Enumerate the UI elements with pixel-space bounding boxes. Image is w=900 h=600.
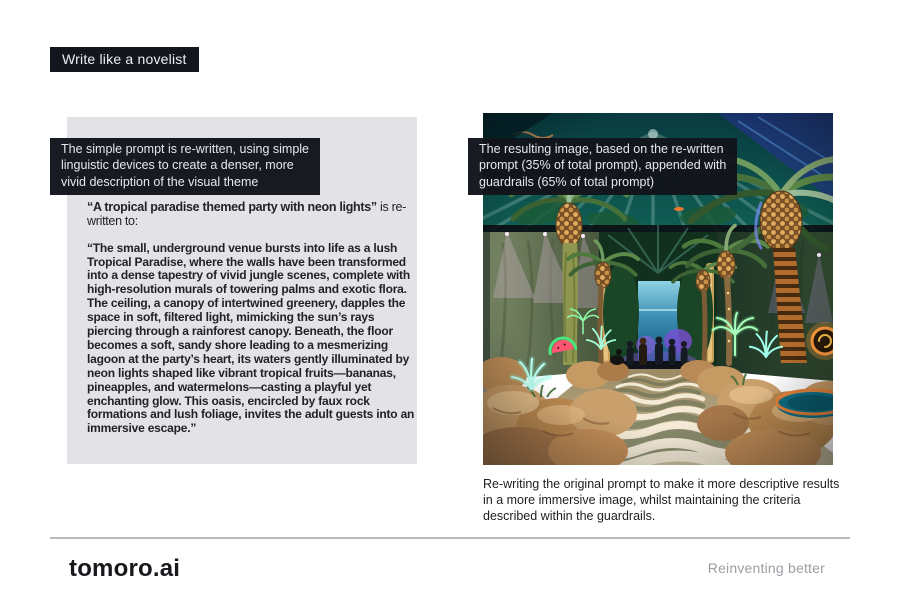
footer-logo: tomoro.ai	[69, 555, 181, 582]
label-line: guardrails (65% of total prompt)	[479, 174, 655, 189]
prompt-panel-label	[50, 138, 320, 195]
label-line: linguistic devices to create a denser, more	[61, 158, 294, 173]
label-line: The resulting image, based on the re-written	[479, 142, 724, 156]
result-caption: Re-writing the original prompt to make it more descriptive results in a more immersive image, whilst maintaining the criteria described within the guardrails.	[483, 477, 840, 523]
footer-tagline: Reinventing better	[707, 560, 825, 576]
label-line: vivid description of the visual theme	[61, 174, 259, 189]
rewritten-prompt-text: “The small, underground venue bursts into life as a lush Tropical Paradise, where the walls have been transformed into a dense tapestry of vivid jungle scenes, complete with high-resolution murals of towering palms and exotic flora. The ceiling, a canopy of intertwined greenery, dapples the space in soft, filtered light, mimicking the sun’s rays piercing through a rainforest canopy. Beneath, the floor becomes a soft, sandy shore leading to a mesmerizing lagoon at the party’s heart, its waters gently illuminated by neon lights shaped like vibrant tropical fruits—bananas, pineapples, and watermelons—casting a playful yet enchanting glow. This oasis, encircled by faux rock formations and lush foliage, invites the adult guests into an immersive escape.”	[87, 240, 415, 436]
title-badge: Write like a novelist	[50, 47, 199, 72]
original-prompt-quote: “A tropical paradise themed party with neon lights”	[87, 200, 377, 214]
result-label	[468, 138, 737, 195]
original-prompt-rest: is re-written to:	[87, 200, 406, 228]
prompt-body	[87, 201, 420, 436]
label-line: prompt (35% of total prompt), appended with	[479, 158, 727, 173]
footer-divider	[50, 537, 850, 539]
label-line: The simple prompt is re-written, using simple	[61, 142, 309, 156]
original-prompt-line	[87, 201, 420, 229]
